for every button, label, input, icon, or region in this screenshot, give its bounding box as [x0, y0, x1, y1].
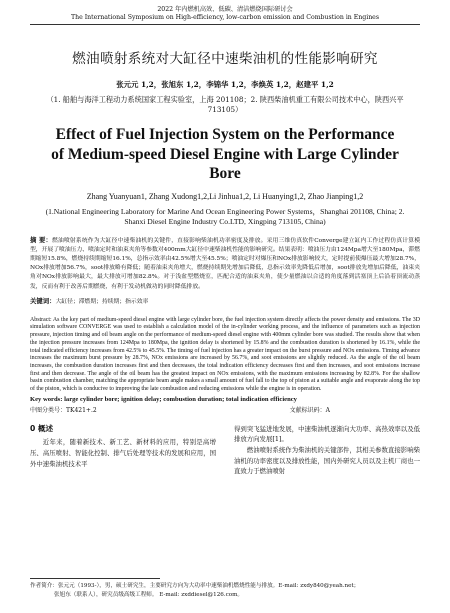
right-column: [234, 424, 420, 477]
body-paragraph: 近年来，随着新技术、新工艺、新材料的应用，特别是高增压、高压喷射、智能化控制、排气后处理等技术的发展和应用，国外中速柴油机技术平: [30, 438, 216, 468]
clc-number: 中图分类号：TK421+.2: [30, 406, 97, 414]
abstract-cn-label: 摘 要：: [30, 235, 53, 244]
classification-row: [30, 405, 420, 414]
author-footnote: [30, 578, 420, 600]
section-title: 0 概述: [30, 423, 54, 433]
authors-cn: 张元元 1,2，张旭东 1,2，李锦华 1,2，李焕英 1,2，赵建平 1,2: [116, 80, 334, 89]
footnote-line: 张旭东（联系人），研究员级高级工程师。 E-mail: zxddiesel@126.com。: [54, 592, 243, 598]
abstract-cn: [30, 236, 420, 292]
document-code: 文献标识码：A: [289, 406, 330, 414]
left-column: [30, 424, 216, 477]
abstract-cn-text: 燃油喷射系统作为大缸径中速柴油机的关键件，直接影响柴油机功率密度及排放。采用三维仿真软件Converge建立缸内工作过程仿真计算模型，开展了喷油压力、喷油定时和油束夹角等参数对400mm大缸径中速柴油机性能的影响研究。结果表明：喷油压力由124Mpa增大至180Mpa，滞燃期缩短15.8%，燃烧持续期缩短16.1%，总指示效率由42.5%增大至45.5%；喷油定时对爆压和NOx排放影响较大，定时提前使爆压最大增加28.7%，NOx排放增加56.7%，soot排放略有降低；随着油束夹角增大，燃烧持续期先增加后降低，总指示效率先降低后增加，soot排放先增加后降低，油束夹角对NOx排放影响最大，最大排放可增加82.8%。对于浅盆型燃烧室，匹配合适的油束夹角，使少量燃油以合适的角度落到活塞顶上后沿着顶流动蒸发，反而有利于改善后期燃烧，有利于发动机做功的同时降低排放。: [30, 237, 420, 290]
affiliation-cn: （1. 船舶与海洋工程动力系统国家工程实验室，上海 201108；2. 陕西柴油机重工有限公司技术中心，陕西兴平 713105）: [46, 95, 404, 114]
header-rule: [30, 24, 420, 25]
keywords-cn-text: 大缸径；滞燃期；持续期；指示效率: [55, 298, 149, 305]
body-columns: [30, 424, 420, 477]
keywords-en: Key words: large cylinder bore; ignition delay; combustion duration; total indication efficiency: [30, 395, 297, 403]
body-paragraph: 燃油喷射系统作为柴油机的关键部件，其相关参数直接影响柴油机的功率密度以及排放性能，国内外研究人员以及主机厂商也一直致力于燃油喷射: [234, 445, 420, 476]
authors-en: Zhang Yuanyuan1, Zhang Xudong1,2,Li Jinhua1,2, Li Huanying1,2, Zhao Jianping1,2: [86, 191, 364, 201]
keywords-cn: [30, 296, 420, 305]
paper-title-en: Effect of Fuel Injection System on the Performance of Medium-speed Diesel Engine with Large Cylinder Bore: [51, 126, 399, 182]
footnote-line: 作者简介：张元元（1993-），男，硕士研究生，主要研究方向为大功率中速柴油机燃烧性能与排放。E-mail: zxdy840@yeah.net；: [30, 583, 360, 589]
paper-title-cn: 燃油喷射系统对大缸径中速柴油机的性能影响研究: [72, 51, 378, 67]
keywords-cn-label: 关键词：: [30, 296, 56, 305]
conference-header-cn: 2022 年内燃机高效、低碳、清洁燃烧国际研讨会: [157, 6, 293, 13]
affiliation-en: (1.National Engineering Laboratory for Marine And Ocean Engineering Power Systems，Shanghai 201108, China; 2. Shanxi Diesel Engine Industry Co.LTD, Xingping 713105, China): [45, 206, 405, 226]
footnote-rule: [30, 578, 160, 579]
abstract-en: Abstract: As the key part of medium-speed diesel engine with large cylinder bore, the fuel injection system directly affects the power density and emissions. The 3D simulation software CONVERGE was used to establish a calculation model of the in-cylinder working process, and the influence of parameters such as injection pressure, injection timing and oil beam angle on the performance of medium-speed diesel engine with 400mm cylinder bore was studied. The results show that when the injection pressure increases from 124Mpa to 180Mpa, the ignition delay is shortened by 15.8% and the combustion duration is shortened by 16.1%, while the total indicated efficiency increases from 42.5% to 45.5%. The timing of fuel injection has a greater impact on the burst pressure and NOx emissions. Timing advance increases the maximum burst pressure by 28.7%, NOx emissions are increased by 56.7%, and soot emissions are slightly reduced. As the angle of the oil beam increases, the combustion duration increases first and then decreases, the total indication efficiency decreases first and then increases, and soot emissions increase first and then decrease. The angle of the oil beam has the greatest impact on NOx emissions, with the maximum emissions increasing by 82.8%. For the shallow basin combustion chamber, matching the appropriate beam angle makes a small amount of fuel fall to the top of piston at a suitable angle and evaporate along the top of the piston, which is conducive to improving the late combustion and reducing emissions while the engine is in operation.: [30, 316, 420, 393]
body-paragraph: 得到突飞猛进地发展，中速柴油机逐渐向大功率、高热效率以及低排放方向发展[1]。: [234, 424, 420, 444]
conference-header-en: The International Symposium on High-efficiency, low-carbon emission and Combustion in Engines: [70, 14, 380, 21]
conference-header: [30, 6, 420, 22]
